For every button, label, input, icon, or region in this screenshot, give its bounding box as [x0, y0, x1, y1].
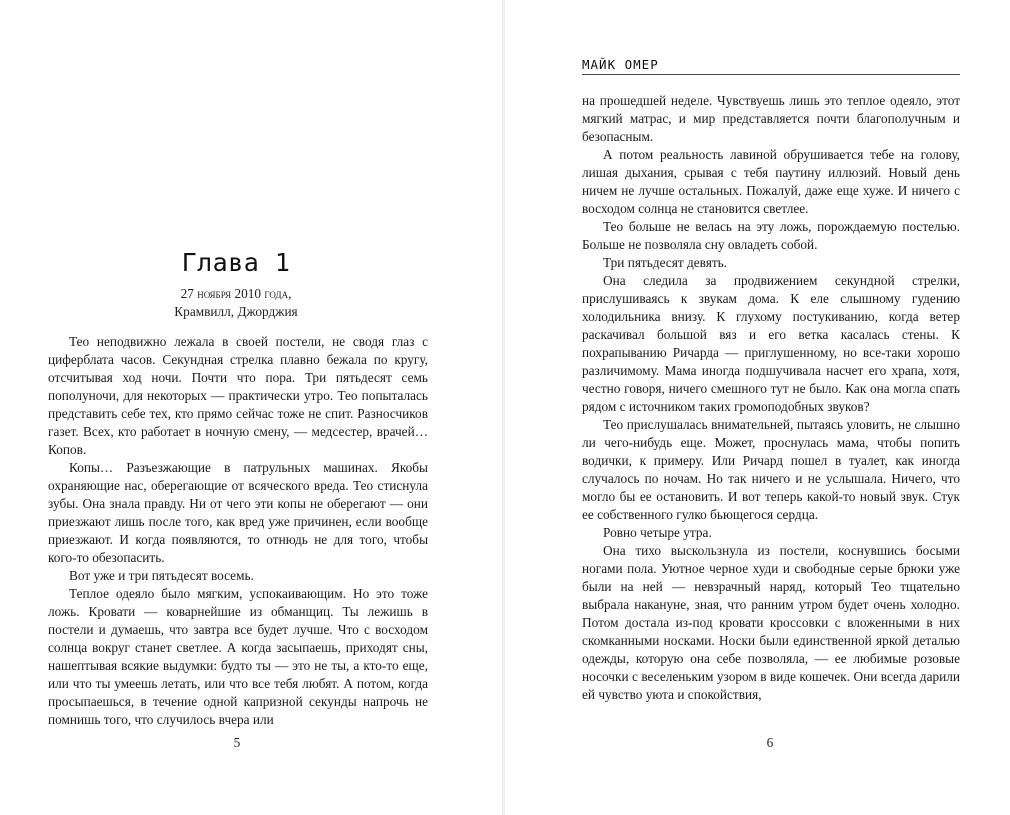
chapter-title: Глава 1 — [181, 248, 291, 277]
running-head-author: МАЙК ОМЕР — [582, 57, 960, 75]
paragraph: Тео неподвижно лежала в своей постели, не сводя глаз с циферблата часов. Секундная стрелка плавно бежала по кругу, отсчитывая ход ночи. Почти что пора. Три пятьдесят семь пополуночи, для некоторых — практически утро. Тео попыталась представить себе тех, кто прямо сейчас тоже не спит. Разносчиков газет. Всех, кто работает в ночную смену, — медсестер, врачей… Копов. — [48, 334, 428, 457]
paragraph: Три пятьдесят девять. — [603, 255, 728, 270]
paragraph: Ровно четыре утра. — [603, 525, 712, 540]
paragraph: Тео прислушалась внимательней, пытаясь уловить, не слышно ли чего-нибудь еще. Может, проснулась мама, чтобы попить водички, к примеру. Или Ричард пошел в туалет, как иногда случалось по ночам. Но так ничего и не услышала. Ничего, что могло бы ее остановить. И вот теперь какой-то новый звук. Стук ее собственного гулко бьющегося сердца. — [582, 417, 960, 522]
left-page-text — [48, 333, 428, 729]
paragraph: Вот уже и три пятьдесят восемь. — [69, 568, 254, 583]
chapter-date: 27 ноября 2010 года, — [180, 286, 292, 301]
paragraph: Тео больше не велась на эту ложь, порождаемую постелью. Больше не позволяла сну овладеть собой. — [582, 219, 960, 252]
paragraph: Она следила за продвижением секундной стрелки, прислушиваясь к звукам дома. К еле слышному гудению холодильника внизу. К глухому постукиванию, когда ветер раскачивал большой вяз и его ветка касалась стены. К похрапыванию Ричарда — приглушенному, но все-таки хорошо различимому. Мама иногда подшучивала насчет его храпа, хотя, честно говоря, ничего смешного тут не было. Как она могла спать рядом с источником таких громоподобных звуков? — [582, 273, 960, 414]
paragraph: Она тихо выскользнула из постели, коснувшись босыми ногами пола. Уютное черное худи и свободные серые брюки уже были на ней — невзрачный наряд, который Тео тщательно выбрала накануне, зная, что ранним утром будет очень холодно. Потом достала из-под кровати кроссовки с вложенными в них скомканными носками. Носки были единственной яркой деталью одежды, которую она себе позволяла, — ее любимые розовые носочки с веселеньким узором в виде кошечек. Они всегда дарили ей чувство уюта и спокойствия, — [582, 543, 960, 702]
paragraph: Копы… Разъезжающие в патрульных машинах. Якобы охраняющие нас, оберегающие от всяческого вреда. Тео стиснула зубы. Она знала правду. Ни от чего эти копы не оберегают — они приезжают лишь после того, как вред уже причинен, если вообще приезжают. И когда появляются, то отнюдь не для того, чтобы кого-то обезопасить. — [48, 460, 428, 565]
paragraph: на прошедшей неделе. Чувствуешь лишь это теплое одеяло, этот мягкий матрас, и мир представляется почти благополучным и безопасным. — [582, 93, 960, 144]
page-number-left: 5 — [233, 735, 241, 750]
chapter-place: Крамвилл, Джорджия — [174, 304, 298, 319]
paragraph: Теплое одеяло было мягким, успокаивающим. Но это тоже ложь. Кровати — коварнейшие из обманщиц. Ты лежишь в постели и думаешь, что завтра все будет лучше. Что с восходом солнца вокруг станет светлее. А когда засыпаешь, приходят сны, нашептывая всякие выдумки: будто ты — это не ты, а кто-то еще, или что ты умеешь летать, или что все тебя любят. А потом, когда просыпаешься, в течение одной капризной секунды напрочь не помнишь того, что случилось вчера или — [48, 586, 428, 727]
right-page-text — [582, 92, 960, 704]
page-number-right: 6 — [766, 735, 774, 750]
paragraph: А потом реальность лавиной обрушивается тебе на голову, лишая дыхания, срывая с тебя паутину иллюзий. Новый день ничем не лучше остальных. Пожалуй, даже еще хуже. И ничего с восходом солнца не становится светлее. — [582, 147, 960, 216]
left-page — [0, 0, 503, 815]
